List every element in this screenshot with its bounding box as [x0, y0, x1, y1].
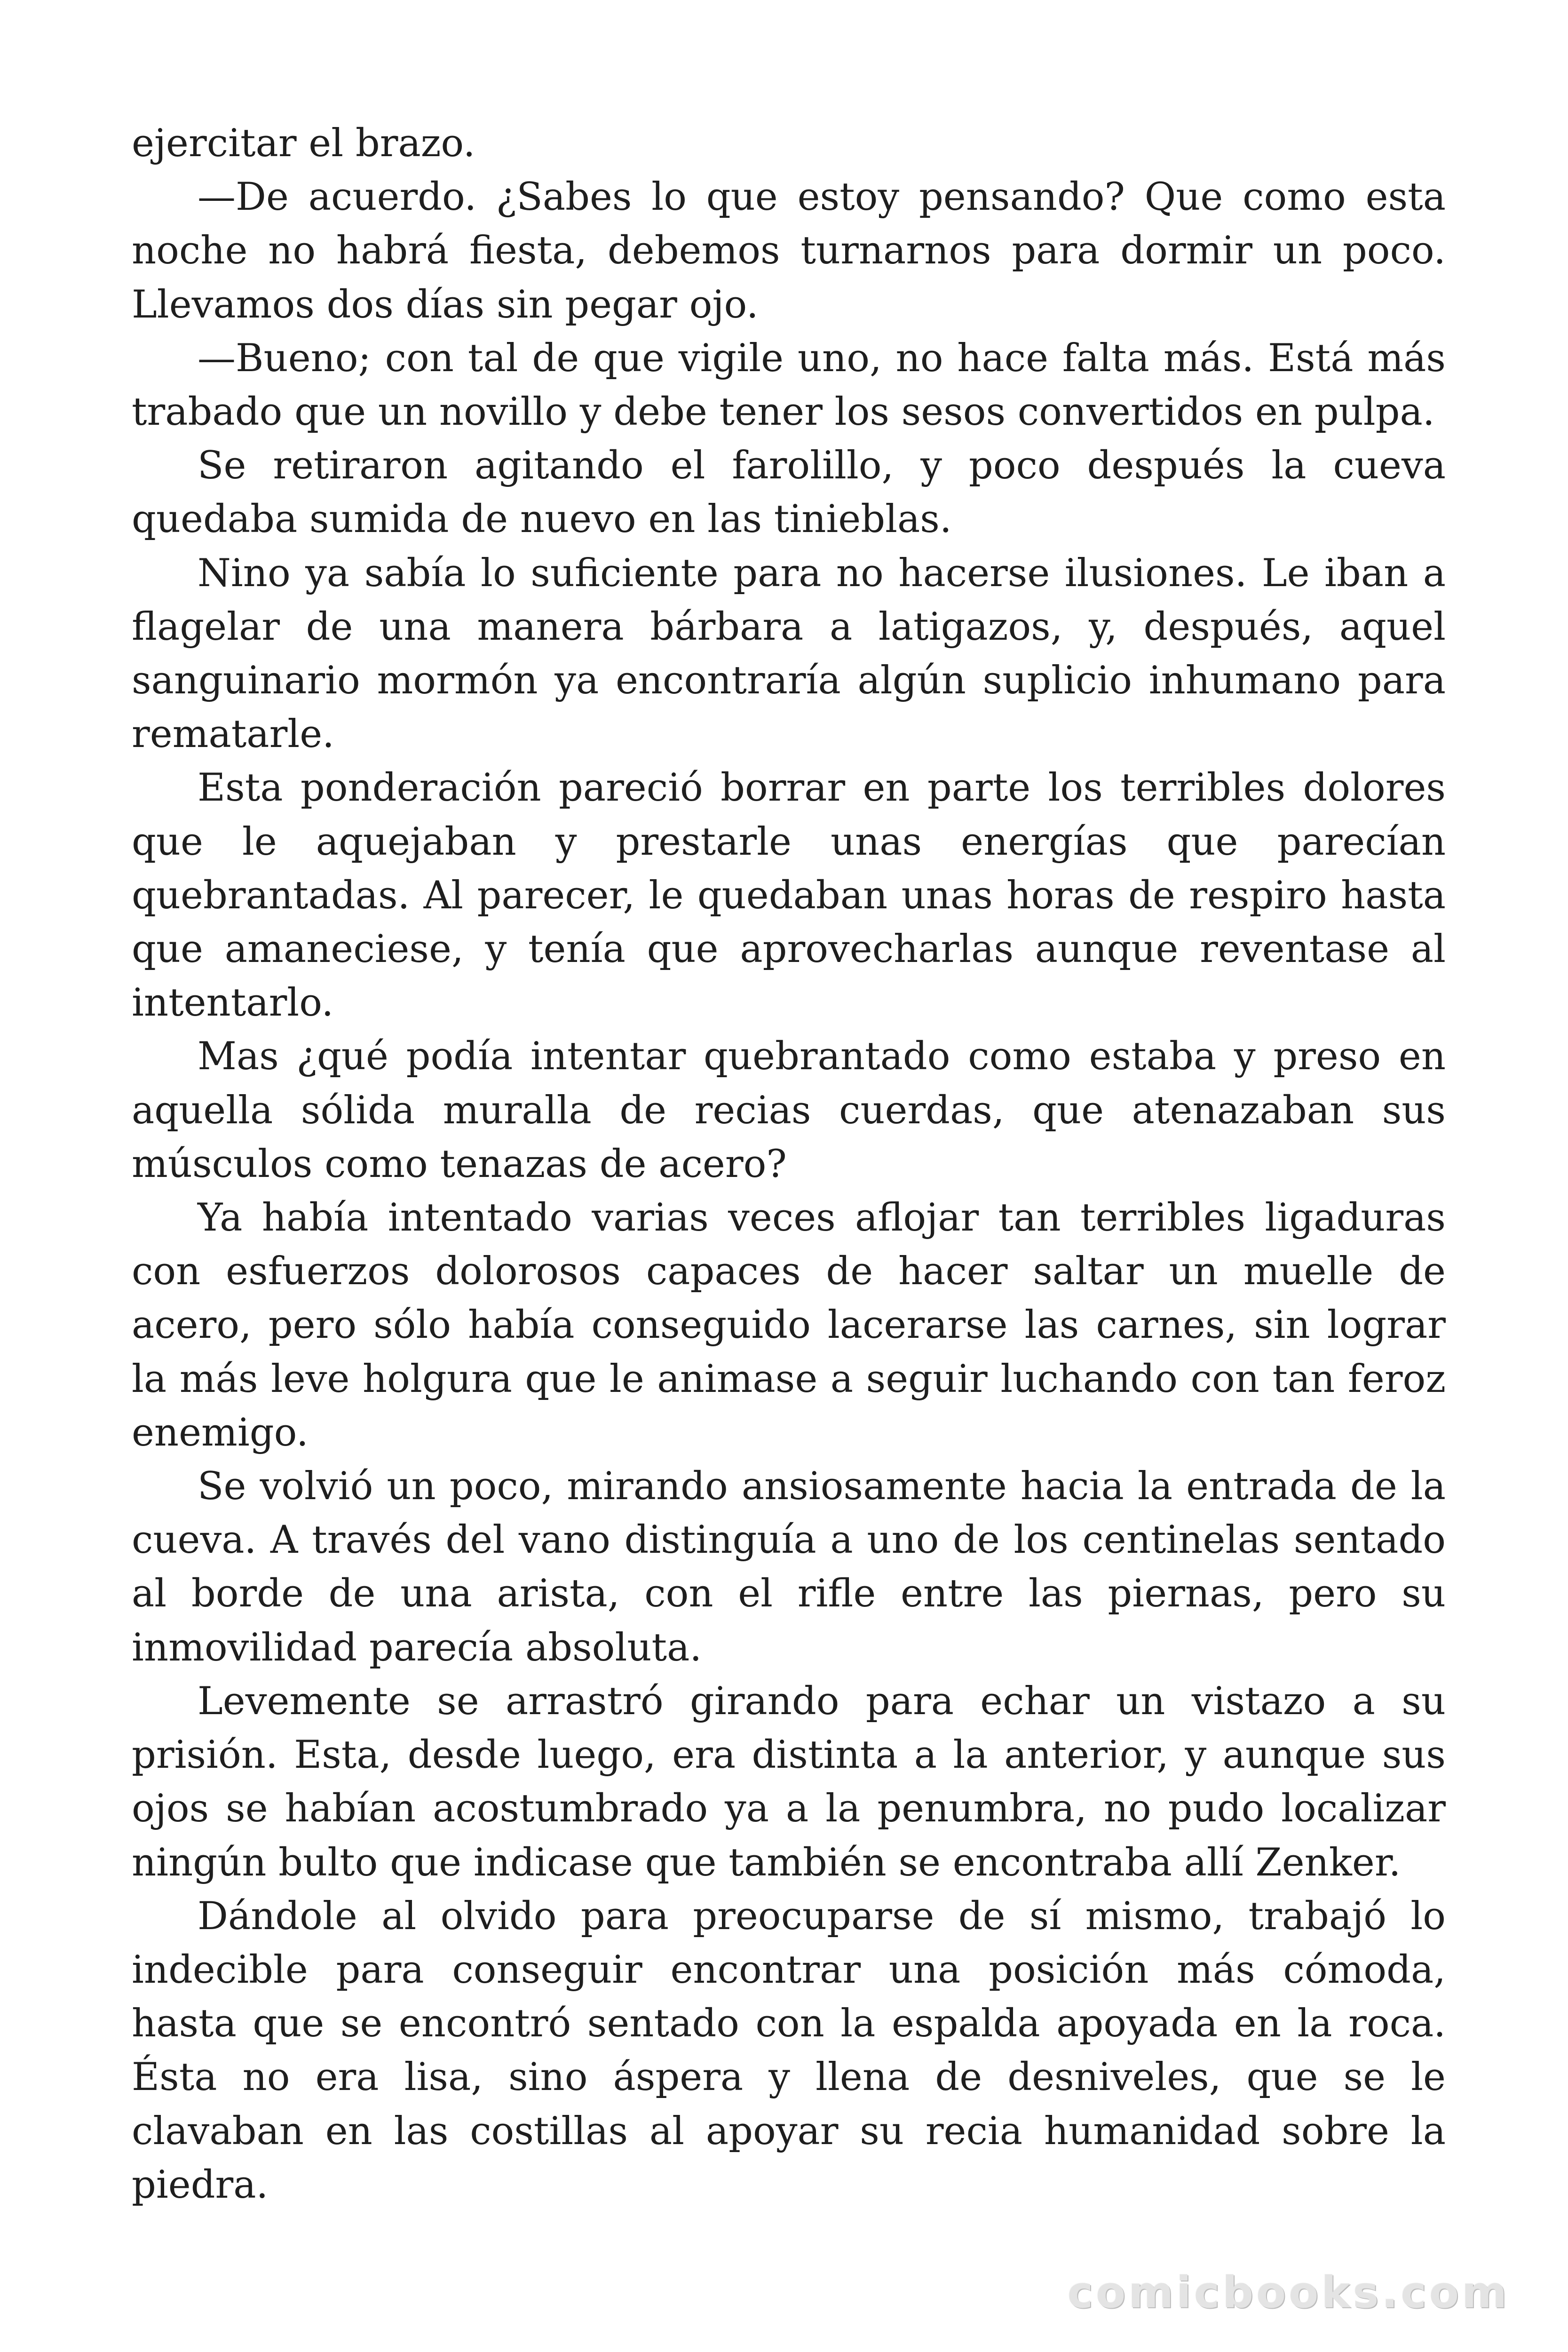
- paragraph-6: Esta ponderación pareció borrar en parte los terribles dolores que le aquejaban y prestarle unas energías que parecían quebrantadas. Al parecer, le quedaban unas horas de respiro hasta que amaneciese, y tenía que aprovecharlas aunque reventase al intentarlo.: [132, 766, 1446, 1025]
- paragraph-8: Ya había intentado varias veces aflojar tan terribles ligaduras con esfuerzos dolorosos capaces de hacer saltar un muelle de acero, pero sólo había conseguido lacerarse las carnes, sin lograr la más leve holgura que le animase a seguir luchando con tan feroz enemigo.: [132, 1196, 1446, 1455]
- paragraph-4: Se retiraron agitando el farolillo, y poco después la cueva quedaba sumida de nuevo en las tinieblas.: [132, 444, 1446, 542]
- book-page-text: [132, 117, 1446, 2224]
- paragraph-2: —De acuerdo. ¿Sabes lo que estoy pensando? Que como esta noche no habrá fiesta, debemos turnarnos para dormir un poco. Llevamos dos días sin pegar ojo.: [132, 175, 1446, 327]
- paragraph-9: Se volvió un poco, mirando ansiosamente hacia la entrada de la cueva. A través del vano distinguía a uno de los centinelas sentado al borde de una arista, con el rifle entre las piernas, pero su inmovilidad parecía absoluta.: [132, 1464, 1446, 1670]
- paragraph-5: Nino ya sabía lo suficiente para no hacerse ilusiones. Le iban a flagelar de una manera bárbara a latigazos, y, después, aquel sanguinario mormón ya encontraría algún suplicio inhumano para rematarle.: [132, 551, 1446, 757]
- paragraph-7: Mas ¿qué podía intentar quebrantado como estaba y preso en aquella sólida muralla de recias cuerdas, que atenazaban sus músculos como tenazas de acero?: [132, 1034, 1446, 1186]
- paragraph-1: ejercitar el brazo.: [132, 121, 475, 166]
- paragraph-3: —Bueno; con tal de que vigile uno, no hace falta más. Está más trabado que un novillo y debe tener los sesos convertidos en pulpa.: [132, 336, 1446, 435]
- paragraph-10: Levemente se arrastró girando para echar un vistazo a su prisión. Esta, desde luego, era distinta a la anterior, y aunque sus ojos se habían acostumbrado ya a la penumbra, no pudo localizar ningún bulto que indicase que también se encontraba allí Zenker.: [132, 1679, 1446, 1885]
- paragraph-11: Dándole al olvido para preocuparse de sí mismo, trabajó lo indecible para conseguir encontrar una posición más cómoda, hasta que se encontró sentado con la espalda apoyada en la roca. Ésta no era lisa, sino áspera y llena de desniveles, que se le clavaban en las costillas al apoyar su recia humanidad sobre la piedra.: [132, 1894, 1446, 2207]
- watermark-logo: comicbooks.com: [1067, 2267, 1510, 2318]
